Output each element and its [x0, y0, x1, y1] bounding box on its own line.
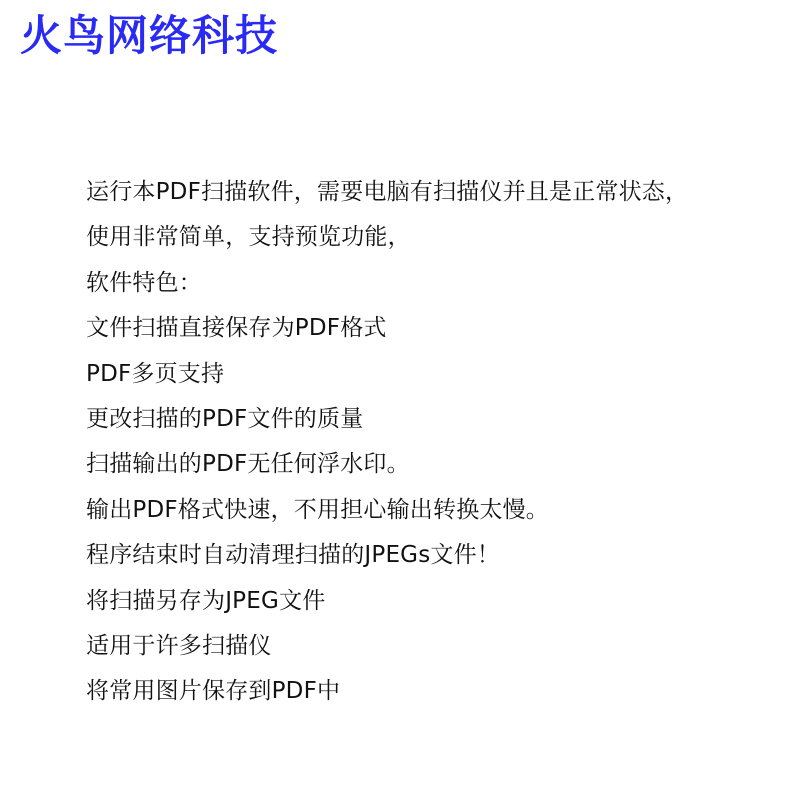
description-line-save-jpeg: 将扫描另存为JPEG文件: [86, 587, 326, 614]
description-line-cleanup: 程序结束时自动清理扫描的JPEGs文件！: [86, 542, 500, 569]
description-line-features-heading: 软件特色：: [86, 269, 202, 296]
feature-description-list: [86, 170, 786, 715]
description-line-images-to-pdf: 将常用图片保存到PDF中: [86, 678, 341, 705]
description-line-easy-preview: 使用非常简单，支持预览功能，: [86, 224, 411, 251]
description-line-no-watermark: 扫描输出的PDF无任何浮水印。: [86, 451, 410, 478]
description-line-run-requirement: 运行本PDF扫描软件，需要电脑有扫描仪并且是正常状态，: [86, 179, 689, 205]
description-line-quality: 更改扫描的PDF文件的质量: [86, 405, 364, 432]
description-line-fast-output: 输出PDF格式快速，不用担心输出转换太慢。: [86, 496, 550, 523]
brand-title: 火鸟网络科技: [20, 11, 279, 60]
description-line-save-pdf: 文件扫描直接保存为PDF格式: [86, 315, 387, 342]
description-line-scanner-support: 适用于许多扫描仪: [86, 632, 272, 659]
description-line-multipage: PDF多页支持: [86, 360, 225, 387]
